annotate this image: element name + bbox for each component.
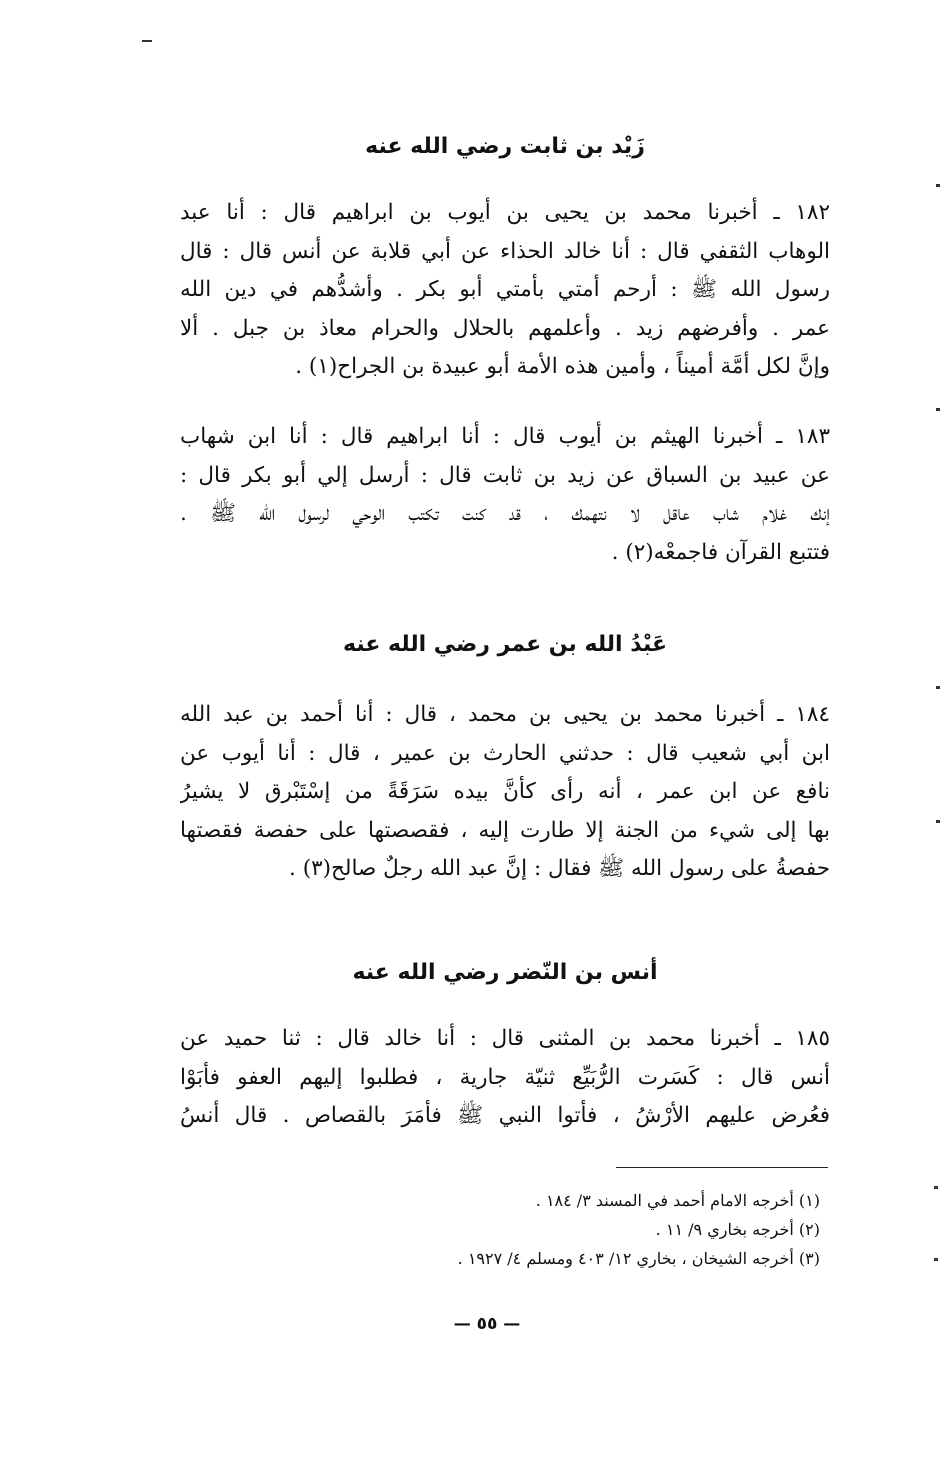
text-line: الوهاب الثقفي قال : أنا خالد الحذاء عن أبي قلابة عن أنس قال : قال <box>180 238 830 264</box>
text-line: ١٨٣ ـ أخبرنا الهيثم بن أيوب قال : أنا ابراهيم قال : أنا ابن شهاب <box>180 424 830 449</box>
text-line: نافع عن ابن عمر ، أنه رأى كأنَّ بيده سَرَقَةً من إسْتَبْرق لا يشيرُ <box>180 779 830 804</box>
text-line: ١٨٢ ـ أخبرنا محمد بن يحيى بن أيوب بن ابراهيم قال : أنا عبد <box>180 200 830 225</box>
text-line: بها إلى شيء من الجنة إلا طارت إليه ، فقصصتها على حفصة فقصتها <box>180 817 830 843</box>
scan-speck <box>936 408 940 411</box>
text-line: فتتبع القرآن فاجمعْه(٢) . <box>611 539 830 565</box>
section-heading-anas-ibn-al-nadr: أنس بن النّضر رضي الله عنه <box>352 960 658 985</box>
footnote-2: (٢) أخرجه بخاري ٩/ ١١ . <box>655 1220 820 1239</box>
text-line: ١٨٤ ـ أخبرنا محمد بن يحيى بن محمد ، قال : أنا أحمد بن عبد الله <box>180 702 830 727</box>
text-line: إنك غلام شاب عاقل لا نتهمك ، قد كنت تكتب الوحي لرسول الله ﷺ . <box>180 501 830 526</box>
scan-speck <box>936 184 940 187</box>
footnote-divider <box>616 1167 828 1168</box>
footnotes <box>300 1186 820 1273</box>
text-line: حفصةُ على رسول الله ﷺ فقال : إنَّ عبد الله رجلٌ صالح(٣) . <box>289 856 830 881</box>
hadith-paragraph-185 <box>180 1020 830 1136</box>
scan-speck <box>936 686 940 689</box>
text-line: أنس قال : كَسَرت الرُّبَيِّع ثنيّة جارية ، فطلبوا إليهم العفو فأبَوْا <box>180 1064 830 1090</box>
section-heading-abdullah-ibn-umar: عَبْدُ الله بن عمر رضي الله عنه <box>343 632 667 657</box>
footnote-1: (١) أخرجه الامام أحمد في المسند ٣/ ١٨٤ . <box>535 1191 820 1210</box>
page-number: — ٥٥ — <box>453 1314 521 1334</box>
hadith-paragraph-183 <box>180 418 830 572</box>
section-heading-zayd: زَيْد بن ثابت رضي الله عنه <box>365 134 645 159</box>
scan-speck <box>936 820 940 823</box>
text-line: وإنَّ لكل أمَّة أميناً ، وأمين هذه الأمة أبو عبيدة بن الجراح(١) . <box>295 354 830 379</box>
text-line: ابن أبي شعيب قال : حدثني الحارث بن عمير ، قال : أنا أيوب عن <box>180 740 830 766</box>
scan-speck <box>934 1186 938 1189</box>
hadith-paragraph-182 <box>180 194 830 387</box>
text-line: عمر . وأفرضهم زيد . وأعلمهم بالحلال والحرام معاذ بن جبل . ألا <box>180 315 830 341</box>
text-line: رسول الله ﷺ : أرحم أمتي بأمتي أبو بكر . وأشدُّهم في دين الله <box>180 277 830 302</box>
text-line: عن عبيد بن السباق عن زيد بن ثابت قال : أرسل إلي أبو بكر قال : <box>180 462 830 488</box>
text-line: فعُرض عليهم الأرْشُ ، فأتوا النبي ﷺ فأمَرَ بالقصاص . قال أنسُ <box>180 1103 830 1128</box>
hadith-paragraph-184 <box>180 696 830 889</box>
footnote-3: (٣) أخرجه الشيخان ، بخاري ١٢/ ٤٠٣ ومسلم ٤/ ١٩٢٧ . <box>457 1249 820 1268</box>
text-line: ١٨٥ ـ أخبرنا محمد بن المثنى قال : أنا خالد قال : ثنا حميد عن <box>180 1026 830 1051</box>
scan-speck <box>934 1258 938 1261</box>
scan-speck <box>142 40 152 42</box>
